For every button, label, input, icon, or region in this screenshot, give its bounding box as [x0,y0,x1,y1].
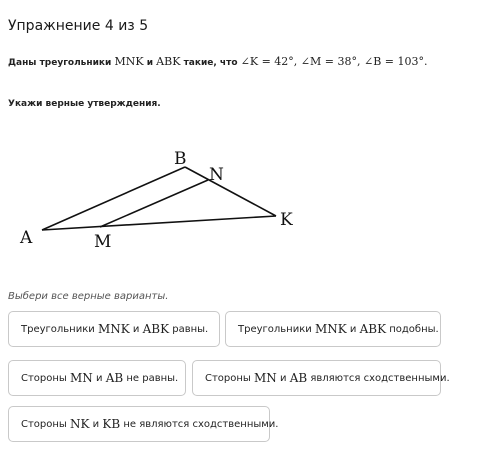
segment-ak [42,216,276,230]
select-all-hint: Выбери все верные варианты. [8,291,169,302]
option-math: ABK [142,322,170,336]
option-triangles-equal[interactable] [8,311,220,347]
option-math: AB [105,371,124,385]
triangle-figure [0,140,320,250]
option-text: Стороны [21,418,67,430]
problem-statement [8,55,427,68]
label-m: M [94,232,112,250]
option-sides-not-corresponding[interactable] [8,406,279,442]
option-triangles-similar[interactable] [225,311,441,347]
label-b: B [174,149,187,169]
option-text: подобны. [389,323,439,335]
option-text: Треугольники [21,323,95,335]
option-text: и [92,418,100,430]
task-prompt: Укажи верные утверждения. [8,99,161,109]
option-text: Стороны [205,372,251,384]
option-text: и [280,372,287,384]
segment-bk [185,167,276,216]
option-text: равны. [172,323,209,335]
exercise-title: Упражнение 4 из 5 [8,18,149,34]
option-math: AB [289,371,308,385]
segment-mn [100,180,208,227]
option-text: и [132,323,140,335]
option-math: MNK [314,322,347,336]
option-math: NK [70,417,90,431]
option-text: Треугольники [238,323,312,335]
option-math: ABK [359,322,387,336]
option-text: не являются сходственными. [123,418,279,430]
triangle-mnk-label: MNK [114,55,144,68]
option-text: и [349,323,357,335]
statement-prefix: Даны треугольники [8,58,112,68]
triangle-abk-label: ABK [156,55,181,68]
option-math: KB [102,417,121,431]
option-math: MN [70,371,93,385]
label-n: N [209,165,224,185]
option-text: и [96,372,103,384]
option-text: Стороны [21,372,67,384]
option-math: MN [254,371,277,385]
option-sides-corresponding[interactable] [192,360,450,396]
option-math: MNK [97,322,130,336]
statement-such-that: такие, что [183,58,238,68]
option-sides-not-equal[interactable] [8,360,186,396]
label-a: A [20,228,33,248]
option-text: являются сходственными. [310,372,450,384]
label-k: K [280,210,293,230]
option-text: не равны. [126,372,179,384]
statement-and: и [146,58,154,68]
angle-conditions: ∠K = 42°, ∠M = 38°, ∠B = 103°. [240,55,428,68]
